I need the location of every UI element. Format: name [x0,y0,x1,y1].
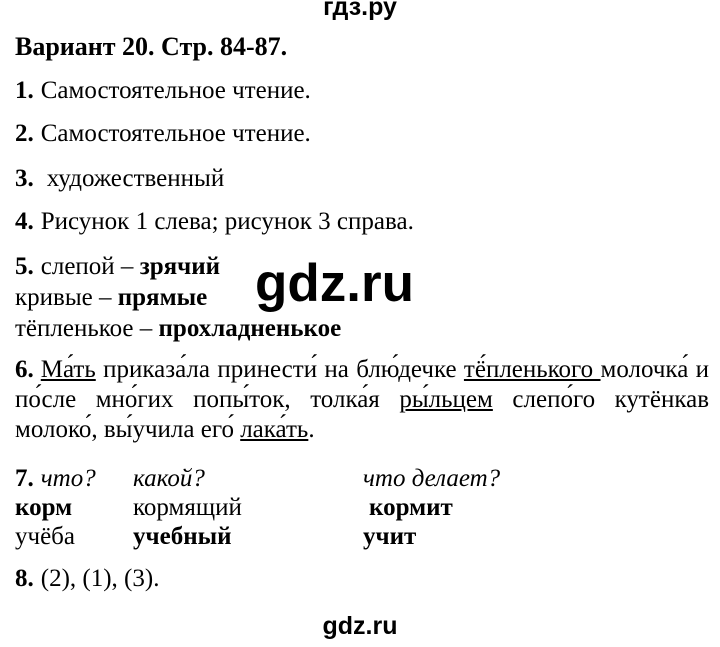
answer-text: художественный [46,165,225,192]
answer-item-8 [15,566,159,591]
column-header: что делает? [363,465,501,492]
pair-left: кривые – [15,284,118,311]
answer-item-1 [15,78,311,103]
answer-number: 8. [15,565,34,592]
pair-right: прохладненькое [158,315,342,342]
answer-item-6 [15,355,709,445]
site-logo-header: гдз.ру [323,0,397,21]
table-cell: учит [363,523,417,550]
answer-text: Рисунок 1 слева; рисунок 3 справа. [40,208,414,235]
answer-item-3 [15,166,224,191]
column-header: какой? [133,465,205,492]
pair-right: зрячий [139,253,221,280]
underlined-word: тё́пленького [463,356,601,383]
answer-number: 5. [15,253,34,280]
answer-text: Самостоятельное чтение. [40,120,311,147]
answer-number: 4. [15,208,34,235]
answer-text: Самостоятельное чтение. [40,77,311,104]
table-cell: корм [15,494,73,521]
answer-item-7-table [15,464,705,551]
antonym-pair-3 [15,313,341,344]
page-title: Вариант 20. Стр. 84-87. [15,32,288,61]
answer-number: 1. [15,77,34,104]
gdz-watermark: gdz.ru [255,254,414,313]
pair-left: тёпленькое – [15,315,159,342]
underlined-word: лака́ть [240,416,309,443]
answer-number: 7. [15,465,34,492]
table-cell: кормящий [133,494,242,521]
table-cell: учёба [15,523,75,550]
pair-right: прямые [117,284,208,311]
site-logo-footer: gdz.ru [322,612,398,640]
sentence-text: молочка́ и по́сле мно́гих попы́ток, толка́я [15,356,710,413]
answer-number: 6. [15,356,34,383]
table-cell: кормит [369,494,453,521]
answer-number: 2. [15,120,34,147]
answer-item-2 [15,121,311,146]
table-header-cell [15,464,133,493]
table-cell: учебный [133,523,232,550]
underlined-word: Ма́ть [40,356,96,383]
answer-number: 3. [15,165,34,192]
sentence-text: . [308,416,315,443]
column-header: что? [40,465,96,492]
answer-item-4 [15,209,414,234]
sentence-text: слепо́го кутёнкав молоко́, вы́учила его́ [15,386,710,443]
underlined-word: ры́льцем [399,386,493,413]
answer-text: (2), (1), (3). [40,565,160,592]
pair-left: слепой – [40,253,140,280]
sentence-text: приказа́ла принести́ на блю́дечке [95,356,464,383]
